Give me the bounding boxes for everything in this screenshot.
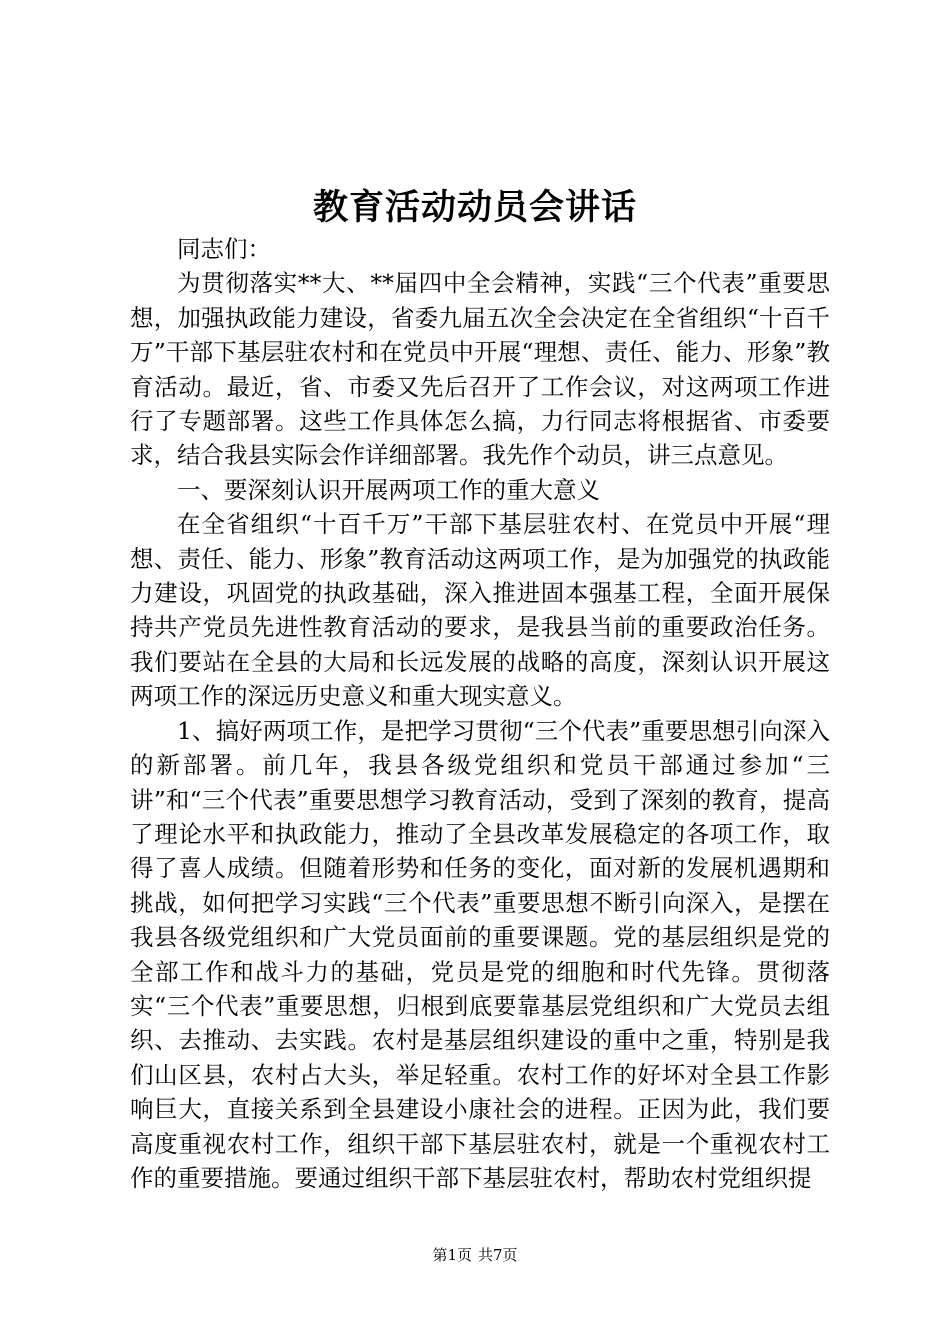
page-number: 第1页 — [432, 1246, 472, 1264]
section-heading: 一、要深刻认识开展两项工作的重大意义 — [177, 475, 600, 504]
salutation: 同志们： — [177, 235, 271, 263]
paragraph-intro: 为贯彻落实**大、**届四中全会精神，实践“三个代表”重要思想，加强执政能力建设，省委九届五次全会决定在全省组织“十百千万”干部下基层驻农村和在党员中开展“理想、责任、能力、形象”教育活动。最近，省、市委又先后召开了工作会议，对这两项工作进行了专题部署。这些工作具体怎么搞，力行同志将根据省、市委要求，结合我县实际会作详细部署。我先作个动员，讲三点意见。 — [130, 269, 830, 470]
document-body — [130, 232, 830, 1195]
document-title: 教育活动动员会讲话 — [312, 187, 637, 228]
paragraph-significance: 在全省组织“十百千万”干部下基层驻农村、在党员中开展“理想、责任、能力、形象”教育活动这两项工作，是为加强党的执政能力建设，巩固党的执政基础，深入推进固本强基工程，全面开展保持共产党员先进性教育活动的要求，是我县当前的重要政治任务。我们要站在全县的大局和长远发展的战略的高度，深刻认识开展这两项工作的深远历史意义和重大现实意义。 — [130, 510, 830, 711]
page-footer — [0, 1243, 950, 1267]
page-total: 共7页 — [478, 1246, 518, 1264]
paragraph-point-1: 1、搞好两项工作，是把学习贯彻“三个代表”重要思想引向深入的新部署。前几年，我县各级党组织和党员干部通过参加“三讲”和“三个代表”重要思想学习教育活动，受到了深刻的教育，提高了理论水平和执政能力，推动了全县改革发展稳定的各项工作，取得了喜人成绩。但随着形势和任务的变化，面对新的发展机遇期和挑战，如何把学习实践“三个代表”重要思想不断引向深入，是摆在我县各级党组织和广大党员面前的重要课题。党的基层组织是党的全部工作和战斗力的基础，党员是党的细胞和时代先锋。贯彻落实“三个代表”重要思想，归根到底要靠基层党组织和广大党员去组织、去推动、去实践。农村是基层组织建设的重中之重，特别是我们山区县，农村占大头，举足轻重。农村工作的好坏对全县工作影响巨大，直接关系到全县建设小康社会的进程。正因为此，我们要高度重视农村工作，组织干部下基层驻农村，就是一个重视农村工作的重要措施。要通过组织干部下基层驻农村，帮助农村党组织提 — [130, 716, 830, 1192]
